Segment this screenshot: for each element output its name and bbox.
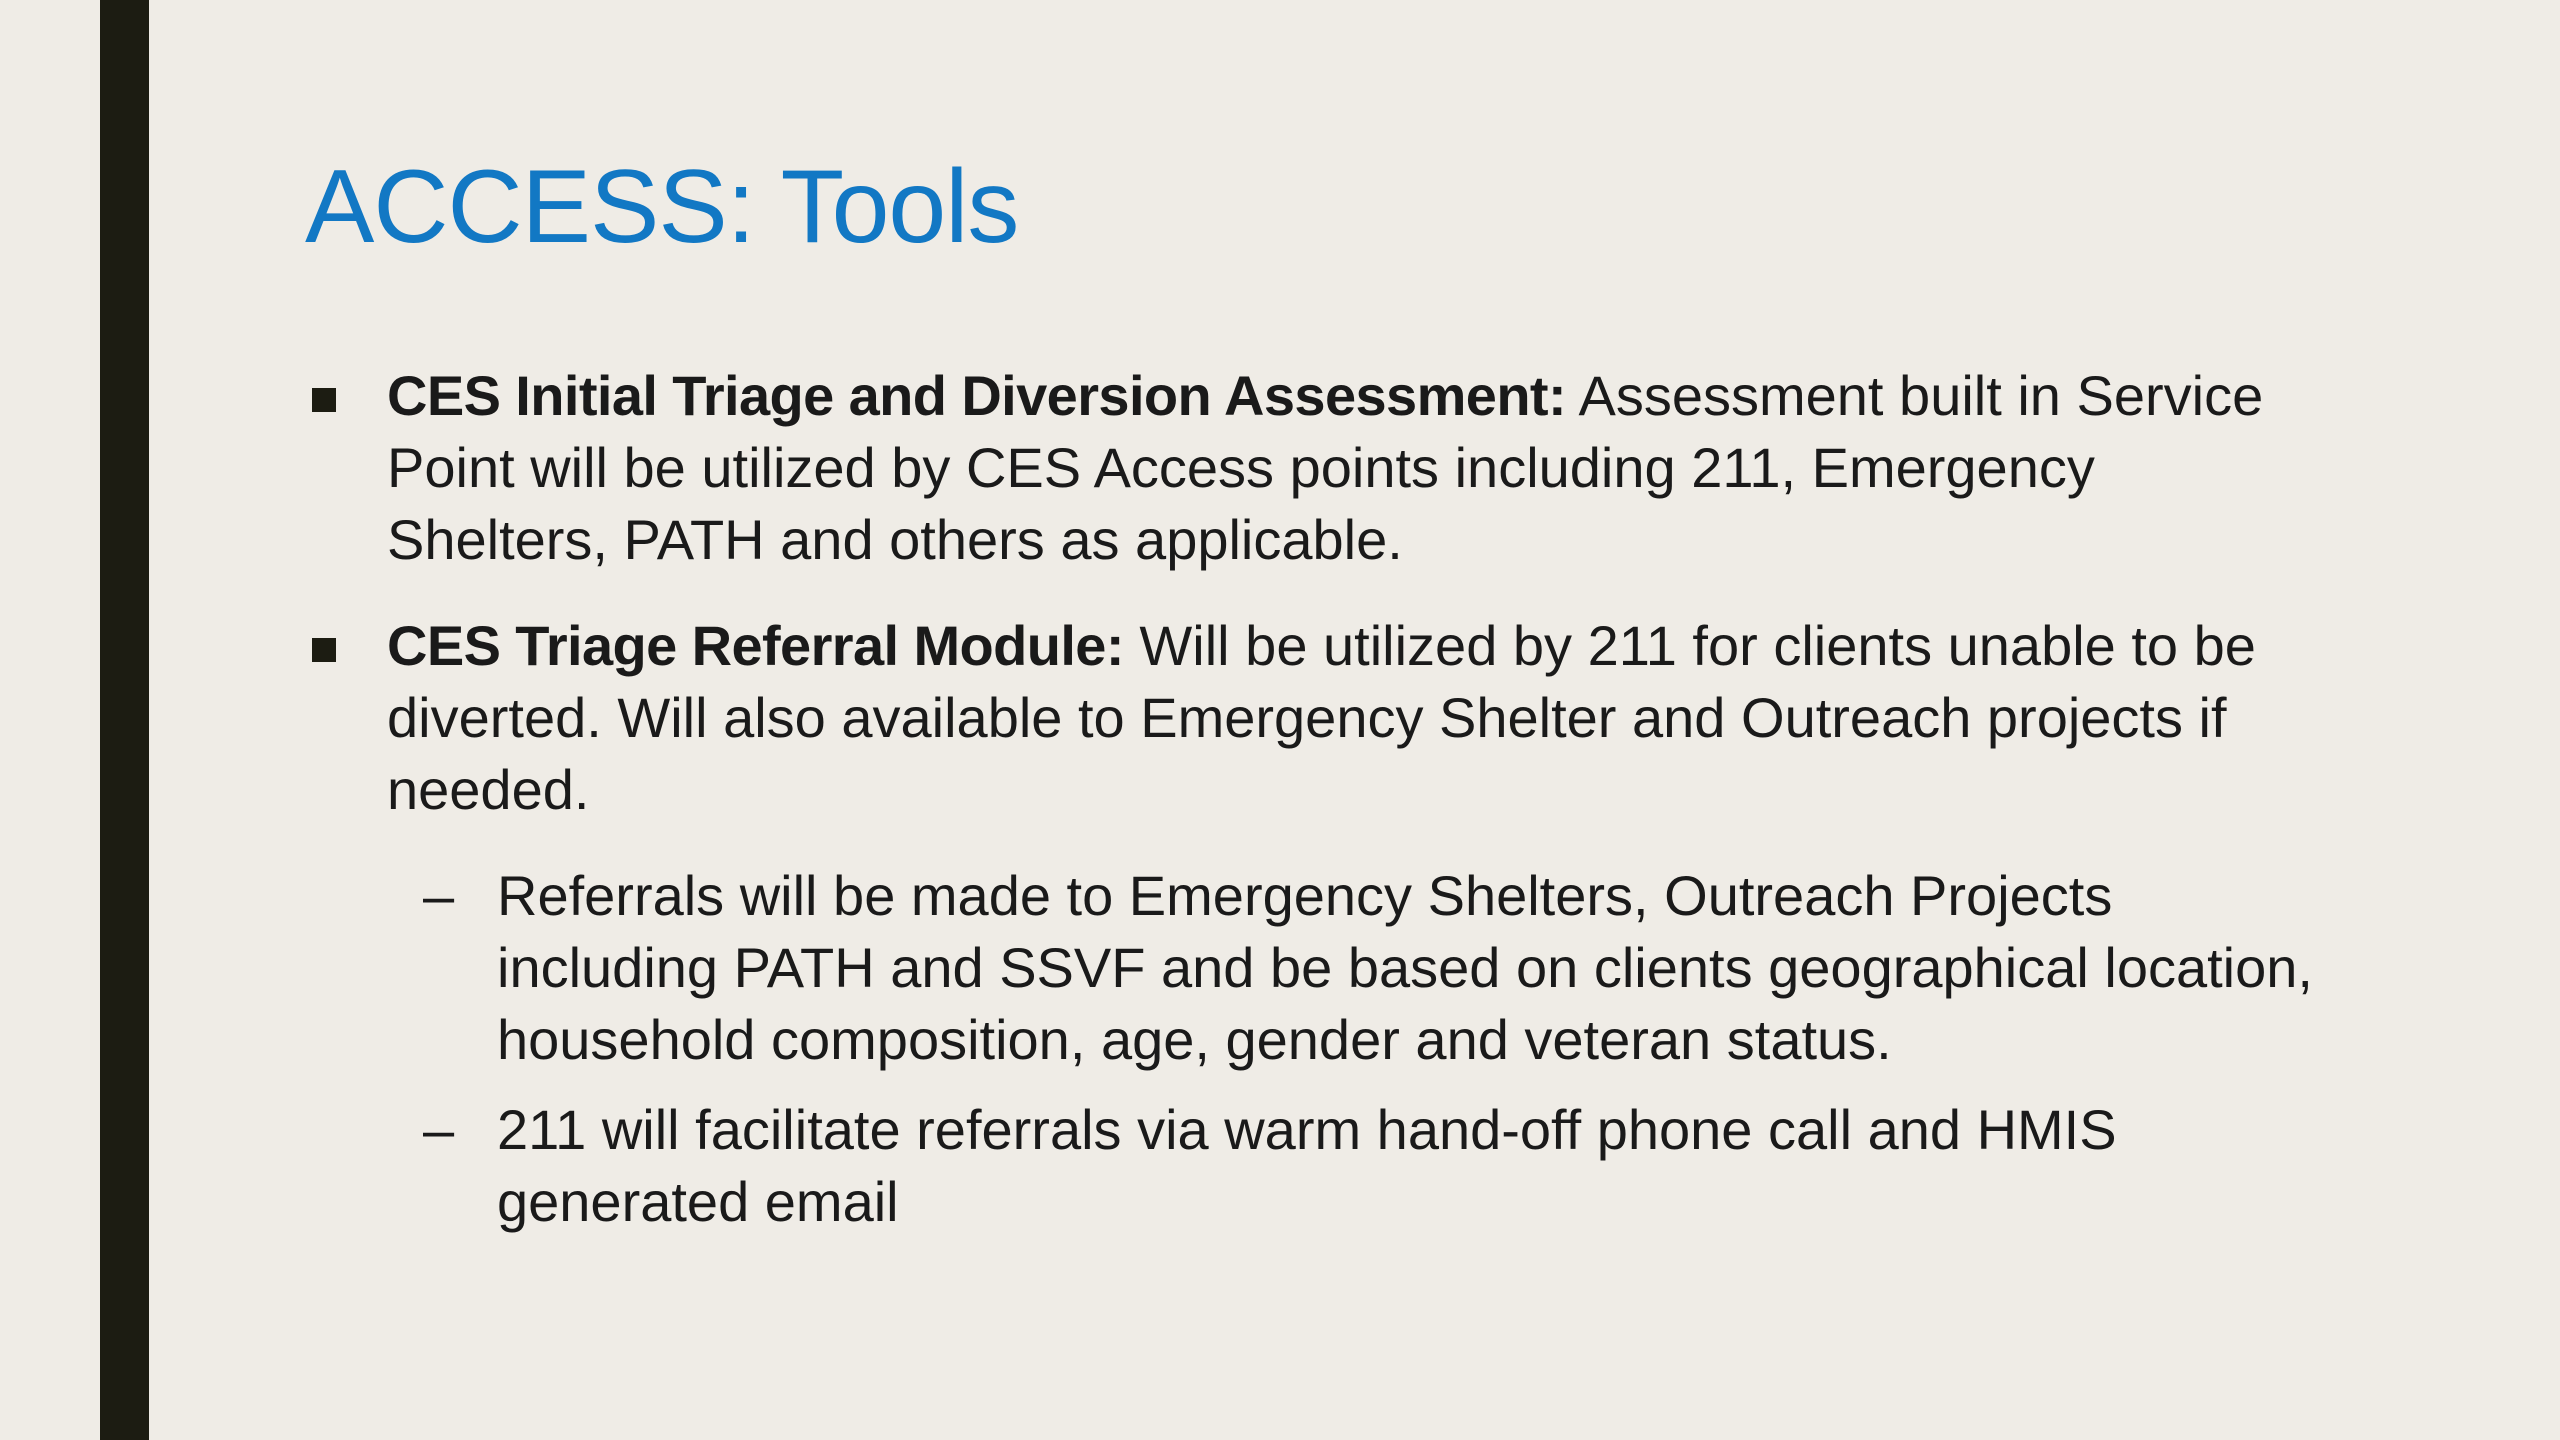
sub-bullet-list xyxy=(387,860,2325,1238)
bullet-heading: CES Triage Referral Module: xyxy=(387,614,1124,677)
dash-bullet-icon: – xyxy=(423,1098,455,1161)
slide-title: ACCESS: Tools xyxy=(305,149,1019,265)
dash-bullet-icon: – xyxy=(423,864,455,927)
bullet-heading: CES Initial Triage and Diversion Assessment: xyxy=(387,364,1567,427)
bullet-text: Will be utilized by 211 for clients unable to be diverted. Will also available to Emergency Shelter and Outreach projects if needed. xyxy=(387,614,2256,821)
bullet-item xyxy=(305,360,2325,576)
left-accent-bar xyxy=(100,0,149,1440)
bullet-text: Assessment built in Service Point will be utilized by CES Access points including 211, Emergency Shelters, PATH and others as applicable. xyxy=(387,364,2264,571)
sub-bullet-text: Referrals will be made to Emergency Shelters, Outreach Projects including PATH and SSVF and be based on clients geographical location, household composition, age, gender and veteran status. xyxy=(497,864,2313,1071)
square-bullet-icon xyxy=(312,388,336,412)
sub-bullet-item xyxy=(387,1094,2325,1238)
bullet-item xyxy=(305,610,2325,826)
square-bullet-icon xyxy=(312,638,336,662)
slide-content xyxy=(305,360,2325,1256)
sub-bullet-item xyxy=(387,860,2325,1076)
sub-bullet-text: 211 will facilitate referrals via warm hand-off phone call and HMIS generated email xyxy=(497,1098,2117,1233)
